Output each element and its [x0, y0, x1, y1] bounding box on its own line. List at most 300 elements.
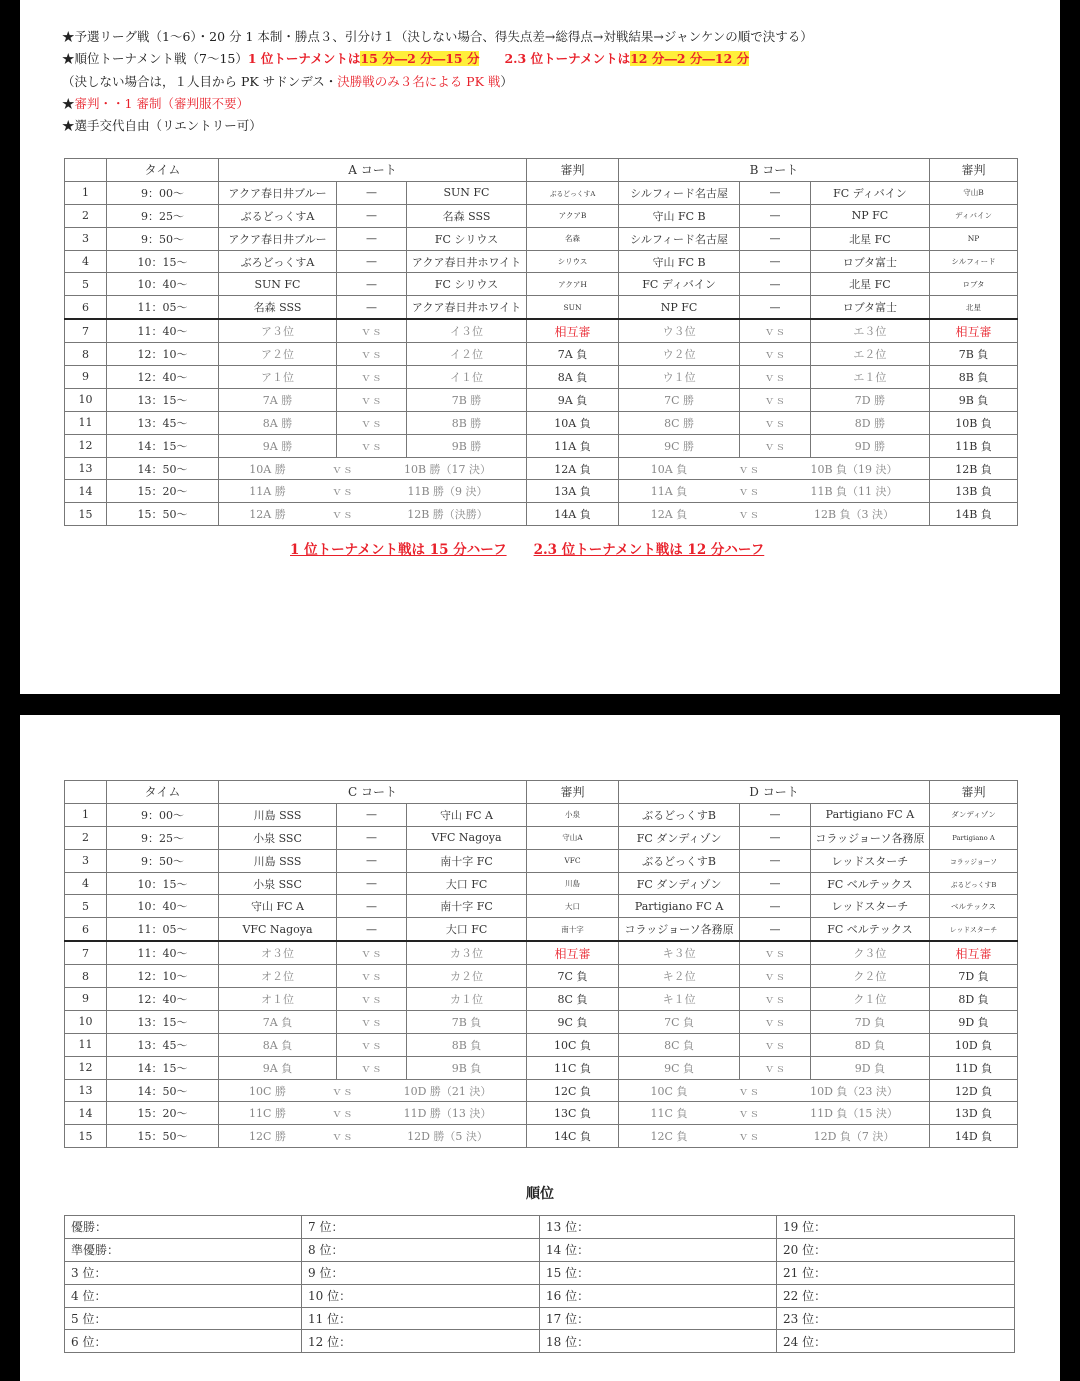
match-no: 1	[65, 181, 107, 204]
match-no: 6	[65, 918, 107, 941]
team-right-1: イ１位	[407, 366, 527, 389]
table-row	[65, 803, 1018, 826]
header-time: タイム	[107, 159, 219, 182]
court-1-final-match	[219, 503, 527, 526]
team-right-2: ロブタ富士	[810, 250, 929, 273]
court-1-final-match	[219, 480, 527, 503]
court-2-final-match	[619, 503, 930, 526]
table-row	[65, 872, 1018, 895]
team-left-2: 7C 勝	[619, 388, 740, 411]
table-row	[65, 1125, 1018, 1148]
match-no: 8	[65, 343, 107, 366]
separator: ｖｓ	[337, 434, 407, 457]
separator: —	[740, 918, 811, 941]
match-no: 12	[65, 1056, 107, 1079]
match-time: 10：40～	[107, 273, 219, 296]
rule-tournament: ★順位トーナメント戦（7～15）1 位トーナメントは15 分―2 分―15 分 2.3 位トーナメントは12 分―2 分―12 分	[62, 51, 750, 67]
separator: ｖｓ	[740, 1033, 811, 1056]
team-left-1: 9A 勝	[219, 434, 337, 457]
team-right-1: 10D 勝（21 決）	[403, 1084, 492, 1098]
match-no: 11	[65, 1033, 107, 1056]
team-left-1: アクア春日井ブルー	[219, 181, 337, 204]
header-referee-2: 審判	[930, 159, 1018, 182]
team-left-1: 7A 勝	[219, 388, 337, 411]
referee-2: 8D 負	[930, 988, 1018, 1011]
separator: ｖｓ	[337, 988, 407, 1011]
table-row	[65, 319, 1018, 342]
match-time: 9：00～	[107, 181, 219, 204]
referee-1: 小泉	[527, 803, 619, 826]
court-1-final-match	[219, 1125, 527, 1148]
team-left-2: 7C 負	[619, 1010, 740, 1033]
match-time: 9：50～	[107, 849, 219, 872]
team-right-2: 12B 負（3 決）	[813, 508, 895, 522]
match-no: 11	[65, 411, 107, 434]
team-left-1: 小泉 SSC	[219, 872, 337, 895]
separator: —	[337, 803, 407, 826]
match-time: 9：25～	[107, 826, 219, 849]
ranking-row	[65, 1216, 1015, 1239]
team-right-2: ク３位	[810, 941, 929, 964]
table-row	[65, 1102, 1018, 1125]
rules-notes	[62, 26, 813, 137]
team-right-1: 11D 勝（13 決）	[403, 1107, 492, 1121]
match-time: 13：45～	[107, 411, 219, 434]
separator: —	[740, 273, 811, 296]
team-right-1: 9B 負	[407, 1056, 527, 1079]
referee-2: レッドスターチ	[930, 918, 1018, 941]
team-right-1: 12B 勝（決勝）	[407, 508, 488, 522]
match-time: 9：25～	[107, 204, 219, 227]
schedule-table-cd	[64, 780, 1018, 1148]
court-2-final-match	[619, 1102, 930, 1125]
referee-1: 10A 負	[527, 411, 619, 434]
team-left-2: キ２位	[619, 965, 740, 988]
team-right-1: 南十字 FC	[407, 849, 527, 872]
separator: ｖｓ	[740, 319, 811, 342]
match-no: 1	[65, 803, 107, 826]
header-court-2: D コート	[619, 781, 930, 804]
team-right-1: 7B 勝	[407, 388, 527, 411]
table-row	[65, 918, 1018, 941]
ranking-cell: 3 位：	[65, 1261, 302, 1284]
match-time: 12：10～	[107, 343, 219, 366]
referee-2: 10B 負	[930, 411, 1018, 434]
separator: ｖｓ	[738, 485, 760, 499]
team-left-1: ぶるどっくすA	[219, 204, 337, 227]
separator: ｖｓ	[740, 1010, 811, 1033]
referee-1: アクアB	[527, 204, 619, 227]
team-left-2: ぶるどっくすB	[619, 803, 740, 826]
court-2-final-match	[619, 457, 930, 480]
referee-2: 相互審	[930, 941, 1018, 964]
table-row	[65, 849, 1018, 872]
team-left-1: アクア春日井ブルー	[219, 227, 337, 250]
team-right-1: アクア春日井ホワイト	[407, 296, 527, 319]
schedule-table-ab	[64, 158, 1018, 526]
referee-1: シリウス	[527, 250, 619, 273]
team-left-2: ぶるどっくすB	[619, 849, 740, 872]
ranking-cell: 優勝：	[65, 1216, 302, 1239]
court-1-final-match	[219, 1102, 527, 1125]
team-right-2: NP FC	[810, 204, 929, 227]
referee-2: 12B 負	[930, 457, 1018, 480]
referee-2: 10D 負	[930, 1033, 1018, 1056]
referee-1: 13A 負	[527, 480, 619, 503]
match-no: 5	[65, 895, 107, 918]
team-left-2: 12C 負	[650, 1130, 688, 1144]
separator: —	[337, 296, 407, 319]
separator: ｖｓ	[740, 366, 811, 389]
header-referee-1: 審判	[527, 159, 619, 182]
ranking-cell: 8 位：	[302, 1238, 540, 1261]
ranking-cell: 13 位：	[540, 1216, 777, 1239]
match-no: 4	[65, 872, 107, 895]
match-no: 12	[65, 434, 107, 457]
ranking-cell: 20 位：	[777, 1238, 1015, 1261]
team-left-1: 川島 SSS	[219, 803, 337, 826]
match-no: 7	[65, 319, 107, 342]
team-right-2: FC ベルテックス	[810, 918, 929, 941]
header-referee-2: 審判	[930, 781, 1018, 804]
header-court-1: C コート	[219, 781, 527, 804]
referee-1: 9A 負	[527, 388, 619, 411]
match-time: 15：20～	[107, 480, 219, 503]
table-row	[65, 457, 1018, 480]
court-2-final-match	[619, 1079, 930, 1102]
match-time: 11：40～	[107, 941, 219, 964]
match-no: 14	[65, 1102, 107, 1125]
referee-1: SUN	[527, 296, 619, 319]
separator: —	[740, 296, 811, 319]
court-1-final-match	[219, 457, 527, 480]
ranking-cell: 9 位：	[302, 1261, 540, 1284]
table-row	[65, 1033, 1018, 1056]
separator: ｖｓ	[337, 1010, 407, 1033]
team-right-2: 北星 FC	[810, 273, 929, 296]
team-right-2: 11D 負（15 決）	[810, 1107, 898, 1121]
table-row	[65, 895, 1018, 918]
table-row	[65, 388, 1018, 411]
match-no: 14	[65, 480, 107, 503]
match-time: 14：50～	[107, 457, 219, 480]
separator: —	[337, 872, 407, 895]
match-no: 10	[65, 1010, 107, 1033]
schedule-page-1	[20, 0, 1060, 694]
team-right-2: 7D 勝	[810, 388, 929, 411]
header-time: タイム	[107, 781, 219, 804]
referee-1: 守山A	[527, 826, 619, 849]
ranking-cell: 4 位：	[65, 1284, 302, 1307]
match-no: 8	[65, 965, 107, 988]
team-right-1: FC シリウス	[407, 273, 527, 296]
team-right-1: カ１位	[407, 988, 527, 1011]
referee-2: ベルテックス	[930, 895, 1018, 918]
separator: ｖｓ	[337, 1056, 407, 1079]
referee-2: 北星	[930, 296, 1018, 319]
team-left-1: 9A 負	[219, 1056, 337, 1079]
table-row	[65, 366, 1018, 389]
referee-1: 川島	[527, 872, 619, 895]
ranking-cell: 16 位：	[540, 1284, 777, 1307]
separator: —	[337, 895, 407, 918]
table-row	[65, 826, 1018, 849]
referee-1: 8A 負	[527, 366, 619, 389]
team-right-2: 北星 FC	[810, 227, 929, 250]
separator: ｖｓ	[740, 1056, 811, 1079]
separator: ｖｓ	[740, 343, 811, 366]
team-left-2: 8C 勝	[619, 411, 740, 434]
separator: ｖｓ	[738, 508, 760, 522]
separator: ｖｓ	[337, 366, 407, 389]
match-time: 10：15～	[107, 250, 219, 273]
team-left-1: 12A 勝	[249, 508, 286, 522]
team-right-2: レッドスターチ	[810, 849, 929, 872]
team-right-2: 8D 負	[810, 1033, 929, 1056]
team-left-1: ア２位	[219, 343, 337, 366]
referee-2: 11B 負	[930, 434, 1018, 457]
separator: —	[337, 273, 407, 296]
team-left-1: オ２位	[219, 965, 337, 988]
referee-1: ぶるどっくすA	[527, 181, 619, 204]
separator: —	[740, 227, 811, 250]
team-left-1: 7A 負	[219, 1010, 337, 1033]
header-referee-1: 審判	[527, 781, 619, 804]
team-right-2: エ１位	[810, 366, 929, 389]
team-left-1: 10A 勝	[249, 462, 286, 476]
referee-2: 守山B	[930, 181, 1018, 204]
team-left-1: 8A 負	[219, 1033, 337, 1056]
team-left-1: 川島 SSS	[219, 849, 337, 872]
match-no: 9	[65, 988, 107, 1011]
ranking-row	[65, 1261, 1015, 1284]
separator: —	[740, 803, 811, 826]
table-row	[65, 181, 1018, 204]
referee-1: VFC	[527, 849, 619, 872]
separator: ｖｓ	[740, 988, 811, 1011]
separator: ｖｓ	[740, 965, 811, 988]
schedule-page-2	[20, 715, 1060, 1381]
table-row	[65, 1056, 1018, 1079]
match-no: 13	[65, 457, 107, 480]
team-left-2: ウ３位	[619, 319, 740, 342]
table-row	[65, 503, 1018, 526]
table-row	[65, 965, 1018, 988]
table-row	[65, 411, 1018, 434]
team-left-2: 10A 負	[650, 462, 688, 476]
ranking-cell: 7 位：	[302, 1216, 540, 1239]
team-right-1: 9B 勝	[407, 434, 527, 457]
rule-pk: （決しない場合は，１人目から PK サドンデス・決勝戦のみ３名による PK 戦）	[62, 73, 513, 89]
ranking-cell: 11 位：	[302, 1307, 540, 1330]
separator: —	[740, 872, 811, 895]
team-right-2: 10D 負（23 決）	[810, 1084, 898, 1098]
ranking-row	[65, 1330, 1015, 1353]
match-no: 15	[65, 503, 107, 526]
match-time: 14：50～	[107, 1079, 219, 1102]
match-time: 13：15～	[107, 388, 219, 411]
match-no: 9	[65, 366, 107, 389]
referee-2: 13B 負	[930, 480, 1018, 503]
team-left-2: Partigiano FC A	[619, 895, 740, 918]
match-no: 2	[65, 204, 107, 227]
separator: ｖｓ	[337, 1033, 407, 1056]
team-left-1: オ３位	[219, 941, 337, 964]
team-right-1: FC シリウス	[407, 227, 527, 250]
team-left-2: キ３位	[619, 941, 740, 964]
ranking-cell: 24 位：	[777, 1330, 1015, 1353]
separator: ｖｓ	[331, 462, 354, 476]
separator: —	[740, 826, 811, 849]
team-right-2: ロブタ富士	[810, 296, 929, 319]
team-right-2: 9D 負	[810, 1056, 929, 1079]
ranking-row	[65, 1284, 1015, 1307]
team-right-1: イ２位	[407, 343, 527, 366]
team-right-2: ク２位	[810, 965, 929, 988]
separator: —	[337, 204, 407, 227]
match-time: 9：50～	[107, 227, 219, 250]
match-time: 15：50～	[107, 503, 219, 526]
team-right-1: 10B 勝（17 決）	[403, 462, 492, 476]
ranking-cell: 22 位：	[777, 1284, 1015, 1307]
team-right-2: 8D 勝	[810, 411, 929, 434]
match-time: 15：20～	[107, 1102, 219, 1125]
match-no: 3	[65, 227, 107, 250]
team-right-2: 11B 負（11 決）	[810, 485, 898, 499]
separator: ｖｓ	[738, 1084, 760, 1098]
team-right-1: 11B 勝（9 決）	[407, 485, 488, 499]
separator: ｖｓ	[738, 1130, 760, 1144]
team-right-1: カ２位	[407, 965, 527, 988]
match-no: 6	[65, 296, 107, 319]
team-left-2: ウ１位	[619, 366, 740, 389]
team-left-1: 8A 勝	[219, 411, 337, 434]
referee-1: 7A 負	[527, 343, 619, 366]
rule-referee: ★審判・・1 審制（審判服不要）	[62, 95, 249, 111]
ranking-cell: 10 位：	[302, 1284, 540, 1307]
table-row	[65, 988, 1018, 1011]
team-left-2: キ１位	[619, 988, 740, 1011]
referee-2: 12D 負	[930, 1079, 1018, 1102]
team-left-1: ぶろどっくすA	[219, 250, 337, 273]
referee-2: 8B 負	[930, 366, 1018, 389]
header-court-2: B コート	[619, 159, 930, 182]
ranking-cell: 18 位：	[540, 1330, 777, 1353]
referee-2: 11D 負	[930, 1056, 1018, 1079]
team-left-1: 名森 SSS	[219, 296, 337, 319]
match-no: 2	[65, 826, 107, 849]
team-right-1: 名森 SSS	[407, 204, 527, 227]
referee-1: 14C 負	[527, 1125, 619, 1148]
referee-2: 13D 負	[930, 1102, 1018, 1125]
team-left-2: 守山 FC B	[619, 250, 740, 273]
team-left-1: オ１位	[219, 988, 337, 1011]
table-row	[65, 941, 1018, 964]
separator: ｖｓ	[740, 411, 811, 434]
referee-1: 14A 負	[527, 503, 619, 526]
referee-2: 9B 負	[930, 388, 1018, 411]
table-row	[65, 480, 1018, 503]
team-right-1: SUN FC	[407, 181, 527, 204]
header-court-1: A コート	[219, 159, 527, 182]
team-left-1: 11C 勝	[249, 1107, 286, 1121]
separator: —	[337, 250, 407, 273]
separator: ｖｓ	[331, 485, 354, 499]
table-row	[65, 273, 1018, 296]
team-right-1: アクア春日井ホワイト	[407, 250, 527, 273]
separator: ｖｓ	[337, 411, 407, 434]
referee-2: ダンディゾン	[930, 803, 1018, 826]
header-no	[65, 781, 107, 804]
referee-2: 7D 負	[930, 965, 1018, 988]
team-right-2: エ２位	[810, 343, 929, 366]
team-right-2: 10B 負（19 決）	[810, 462, 898, 476]
team-left-2: NP FC	[619, 296, 740, 319]
team-left-2: FC ダンディゾン	[619, 826, 740, 849]
referee-1: 12C 負	[527, 1079, 619, 1102]
team-right-2: FC ディバイン	[810, 181, 929, 204]
referee-2: シルフィード	[930, 250, 1018, 273]
team-left-1: 12C 勝	[249, 1130, 286, 1144]
tournament-banner: 1 位トーナメント戦は 15 分ハーフ 2.3 位トーナメント戦は 12 分ハーフ	[290, 542, 765, 558]
table-row	[65, 204, 1018, 227]
separator: —	[337, 918, 407, 941]
team-left-2: 9C 負	[619, 1056, 740, 1079]
separator: —	[337, 849, 407, 872]
team-right-2: エ３位	[810, 319, 929, 342]
team-right-1: VFC Nagoya	[407, 826, 527, 849]
match-no: 10	[65, 388, 107, 411]
team-right-2: 7D 負	[810, 1010, 929, 1033]
team-left-2: シルフィード名古屋	[619, 181, 740, 204]
ranking-cell: 23 位：	[777, 1307, 1015, 1330]
referee-1: 南十字	[527, 918, 619, 941]
referee-2: ロブタ	[930, 273, 1018, 296]
separator: —	[740, 250, 811, 273]
match-no: 7	[65, 941, 107, 964]
team-left-2: コラッジョーソ各務原	[619, 918, 740, 941]
team-right-1: カ３位	[407, 941, 527, 964]
team-right-2: Partigiano FC A	[810, 803, 929, 826]
match-time: 10：15～	[107, 872, 219, 895]
match-no: 4	[65, 250, 107, 273]
separator: ｖｓ	[740, 434, 811, 457]
team-right-1: 7B 負	[407, 1010, 527, 1033]
team-left-1: ア１位	[219, 366, 337, 389]
team-right-1: 大口 FC	[407, 872, 527, 895]
match-time: 14：15～	[107, 434, 219, 457]
ranking-cell: 12 位：	[302, 1330, 540, 1353]
referee-1: 相互審	[527, 941, 619, 964]
separator: —	[740, 849, 811, 872]
ranking-title: 順位	[526, 1186, 554, 1202]
separator: —	[740, 204, 811, 227]
separator: ｖｓ	[337, 388, 407, 411]
referee-2: 14D 負	[930, 1125, 1018, 1148]
team-right-1: 12D 勝（5 決）	[407, 1130, 488, 1144]
separator: ｖｓ	[337, 941, 407, 964]
team-left-1: 小泉 SSC	[219, 826, 337, 849]
team-left-2: FC ダンディゾン	[619, 872, 740, 895]
ranking-cell: 19 位：	[777, 1216, 1015, 1239]
ranking-cell: 5 位：	[65, 1307, 302, 1330]
separator: ｖｓ	[331, 1084, 354, 1098]
team-left-1: 守山 FC A	[219, 895, 337, 918]
separator: ｖｓ	[738, 1107, 760, 1121]
referee-1: 7C 負	[527, 965, 619, 988]
match-time: 11：40～	[107, 319, 219, 342]
referee-2: 14B 負	[930, 503, 1018, 526]
